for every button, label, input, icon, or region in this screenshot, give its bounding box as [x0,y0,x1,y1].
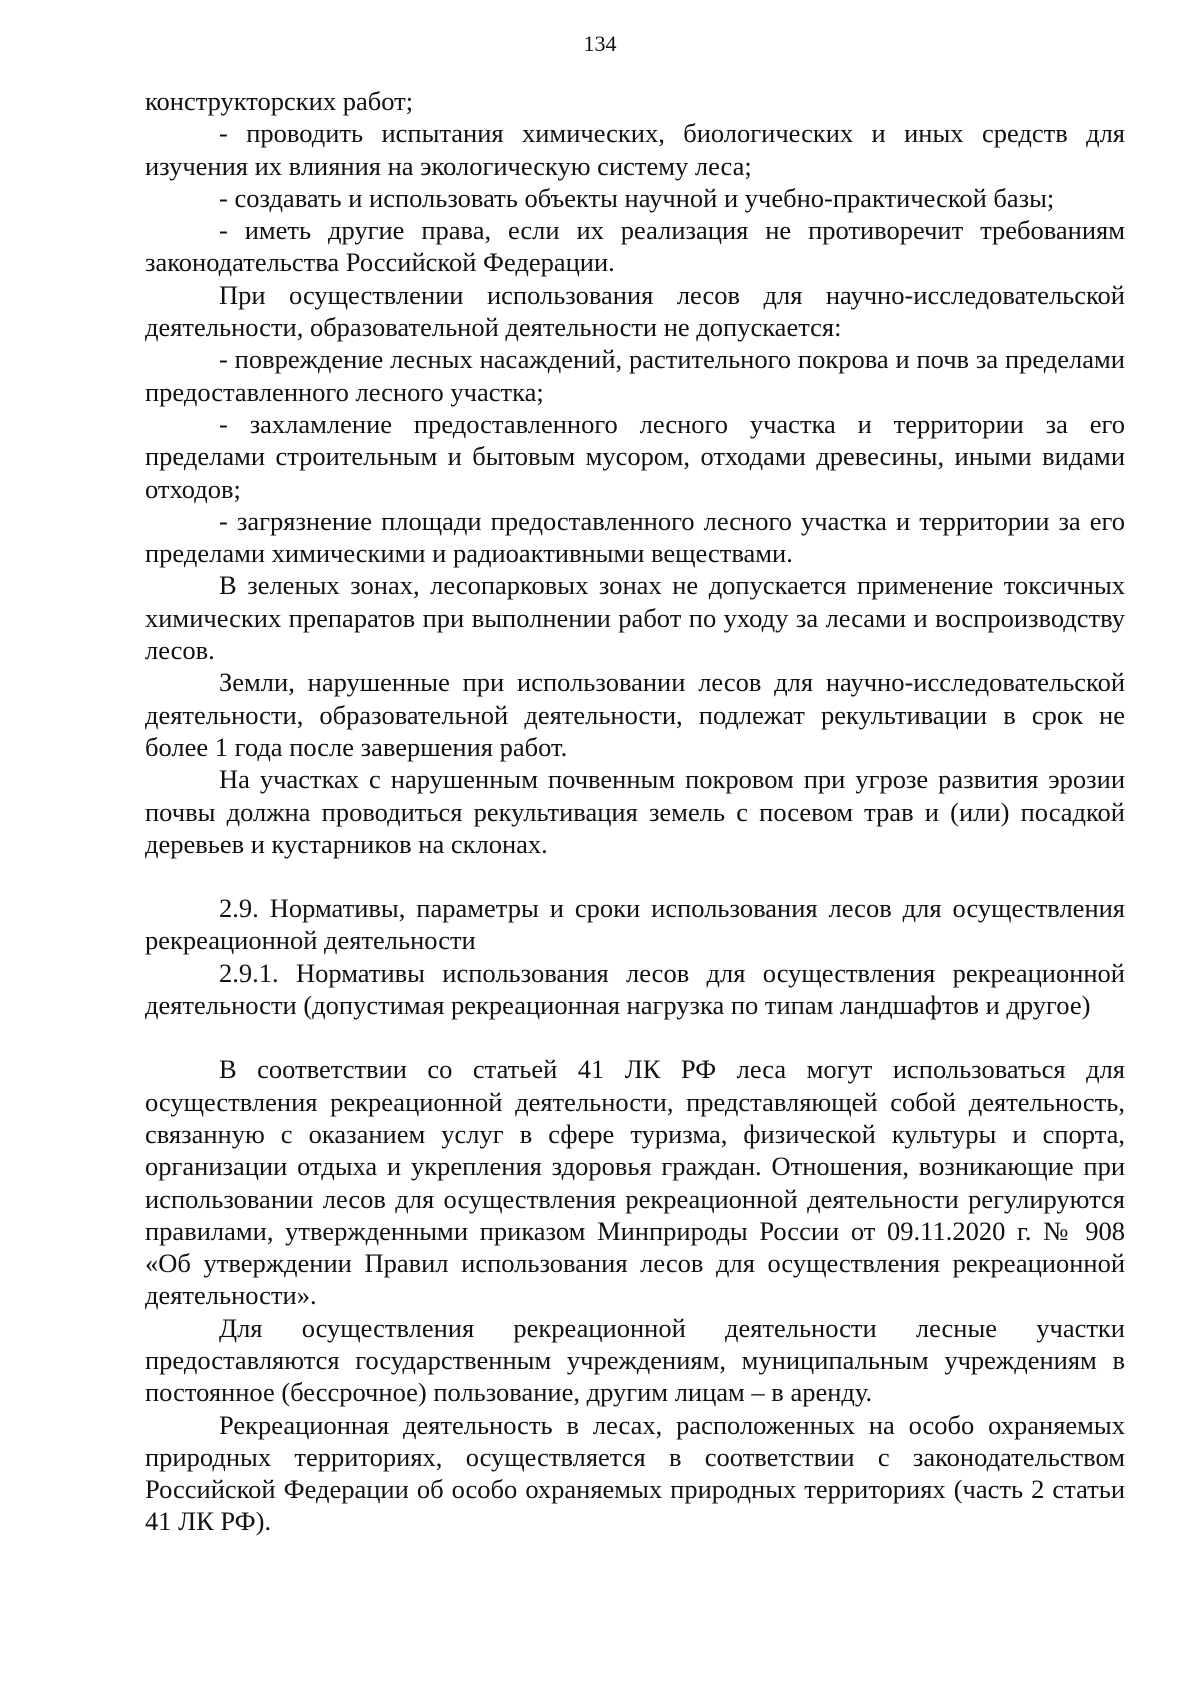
paragraph: На участках с нарушенным почвенным покровом при угрозе развития эрозии почвы должна проводиться рекультивация земель с посевом трав и (или) посадкой деревьев и кустарников на склонах. [145,764,1125,859]
paragraph: В зеленых зонах, лесопарковых зонах не допускается применение токсичных химических препаратов при выполнении работ по уходу за лесами и воспроизводству лесов. [145,570,1125,666]
paragraph-continuation: конструкторских работ; [145,86,414,116]
paragraph: Для осуществления рекреационной деятельности лесные участки предоставляются государственным учреждениям, муниципальным учреждениям в постоянное (бессрочное) пользование, другим лицам – в аренду. [145,1312,1125,1408]
subsection-heading: 2.9.1. Нормативы использования лесов для осуществления рекреационной деятельности (допустимая рекреационная нагрузка по типам ландшафтов и другое) [145,957,1125,1021]
document-body [145,85,1125,1538]
paragraph-list-item: - загрязнение площади предоставленного лесного участка и территории за его пределами химическими и радиоактивными веществами. [145,505,1125,569]
page-number: 134 [583,31,617,56]
paragraph-list-item: - проводить испытания химических, биологических и иных средств для изучения их влияния на экологическую систему леса; [145,118,1125,181]
paragraph: В соответствии со статьей 41 ЛК РФ леса могут использоваться для осуществления рекреационной деятельности, представляющей собой деятельность, связанную с оказанием услуг в сфере туризма, физической культуры и спорта, организации отдыха и укрепления здоровья граждан. Отношения, возникающие при использовании лесов для осуществления рекреационной деятельности регулируются правилами, утвержденными приказом Минприроды России от 09.11.2020 г. № 908 «Об утверждении Правил использования лесов для осуществления рекреационной деятельности». [145,1054,1125,1311]
section-heading: 2.9. Нормативы, параметры и сроки использования лесов для осуществления рекреационной деятельности [145,893,1125,956]
paragraph: Рекреационная деятельность в лесах, расположенных на особо охраняемых природных территориях, осуществляется в соответствии с законодательством Российской Федерации об особо охраняемых природных территориях (часть 2 статьи 41 ЛК РФ). [145,1409,1125,1537]
paragraph-list-item: - захламление предоставленного лесного участка и территории за его пределами строительным и бытовым мусором, отходами древесины, иными видами отходов; [145,408,1125,504]
paragraph: При осуществлении использования лесов для научно-исследовательской деятельности, образовательной деятельности не допускается: [145,279,1125,343]
paragraph-list-item: - повреждение лесных насаждений, растительного покрова и почв за пределами предоставленного лесного участка; [145,344,1125,407]
paragraph-list-item: - иметь другие права, если их реализация не противоречит требованиям законодательства Российской Федерации. [145,215,1125,278]
paragraph-list-item: - создавать и использовать объекты научной и учебно-практической базы; [219,182,1055,213]
paragraph: Земли, нарушенные при использовании лесов для научно-исследовательской деятельности, образовательной деятельности, подлежат рекультивации в срок не более 1 года после завершения работ. [145,667,1125,762]
